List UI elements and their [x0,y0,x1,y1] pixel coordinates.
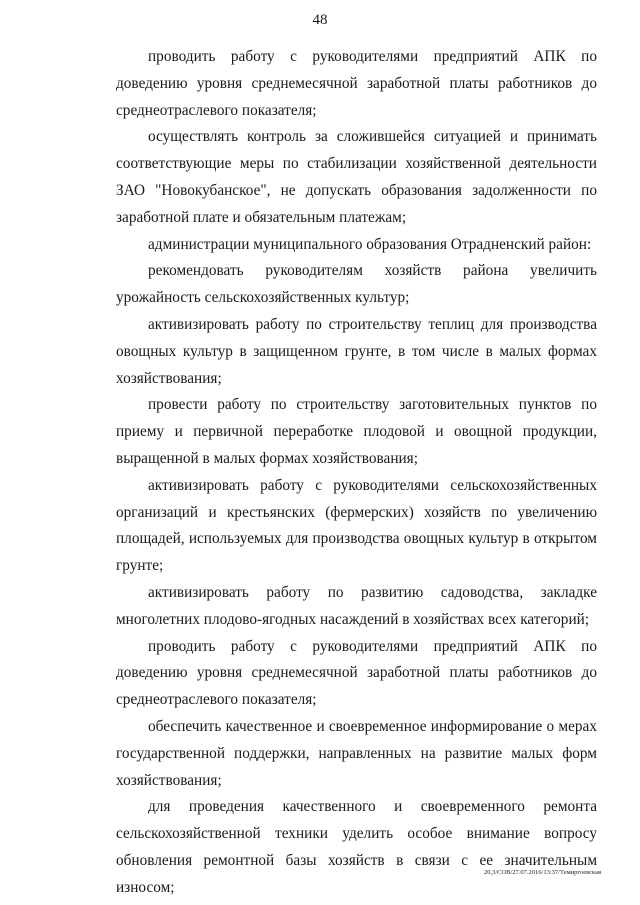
paragraph: рекомендовать руководителям хозяйств района увеличить урожайность сельскохозяйственных культур; [116,262,597,307]
paragraph: осуществлять контроль за сложившейся ситуацией и принимать соответствующие меры по стабилизации хозяйственной деятельности ЗАО "Новокубанское", не допускать образования задолженности по заработной плате и обязательным платежам; [116,128,597,226]
paragraph: проводить работу с руководителями предприятий АПК по доведению уровня среднемесячной заработной платы работников до среднеотраслевого показателя; [116,48,597,119]
document-footer-stamp: 20,3/СОВ/27.07.2016/13:37/Темиргоевская [483,869,601,876]
document-body [116,44,597,902]
paragraph: для проведения качественного и своевременного ремонта сельскохозяйственной техники уделить особое внимание вопросу обновления ремонтной базы хозяйств в связи с ее значительным износом; [116,798,597,896]
paragraph: активизировать работу по развитию садоводства, закладке многолетних плодово-ягодных насаждений в хозяйствах всех категорий; [116,583,597,628]
paragraph: обеспечить качественное и своевременное информирование о мерах государственной поддержки, направленных на развитие малых форм хозяйствования; [116,717,597,789]
paragraph: активизировать работу с руководителями сельскохозяйственных организаций и крестьянских (фермерских) хозяйств по увеличению площадей, используемых для производства овощных культур в открытом грунте; [116,476,597,575]
paragraph: провести работу по строительству заготовительных пунктов по приему и первичной переработке плодовой и овощной продукции, выращенной в малых формах хозяйствования; [116,396,597,467]
paragraph: активизировать работу по строительству теплиц для производства овощных культур в защищенном грунте, в том числе в малых формах хозяйствования; [116,315,597,387]
page-number: 48 [312,12,328,28]
paragraph: проводить работу с руководителями предприятий АПК по доведению уровня среднемесячной заработной платы работников до среднеотраслевого показателя; [116,637,597,709]
paragraph: администрации муниципального образования Отрадненский район: [148,235,592,253]
